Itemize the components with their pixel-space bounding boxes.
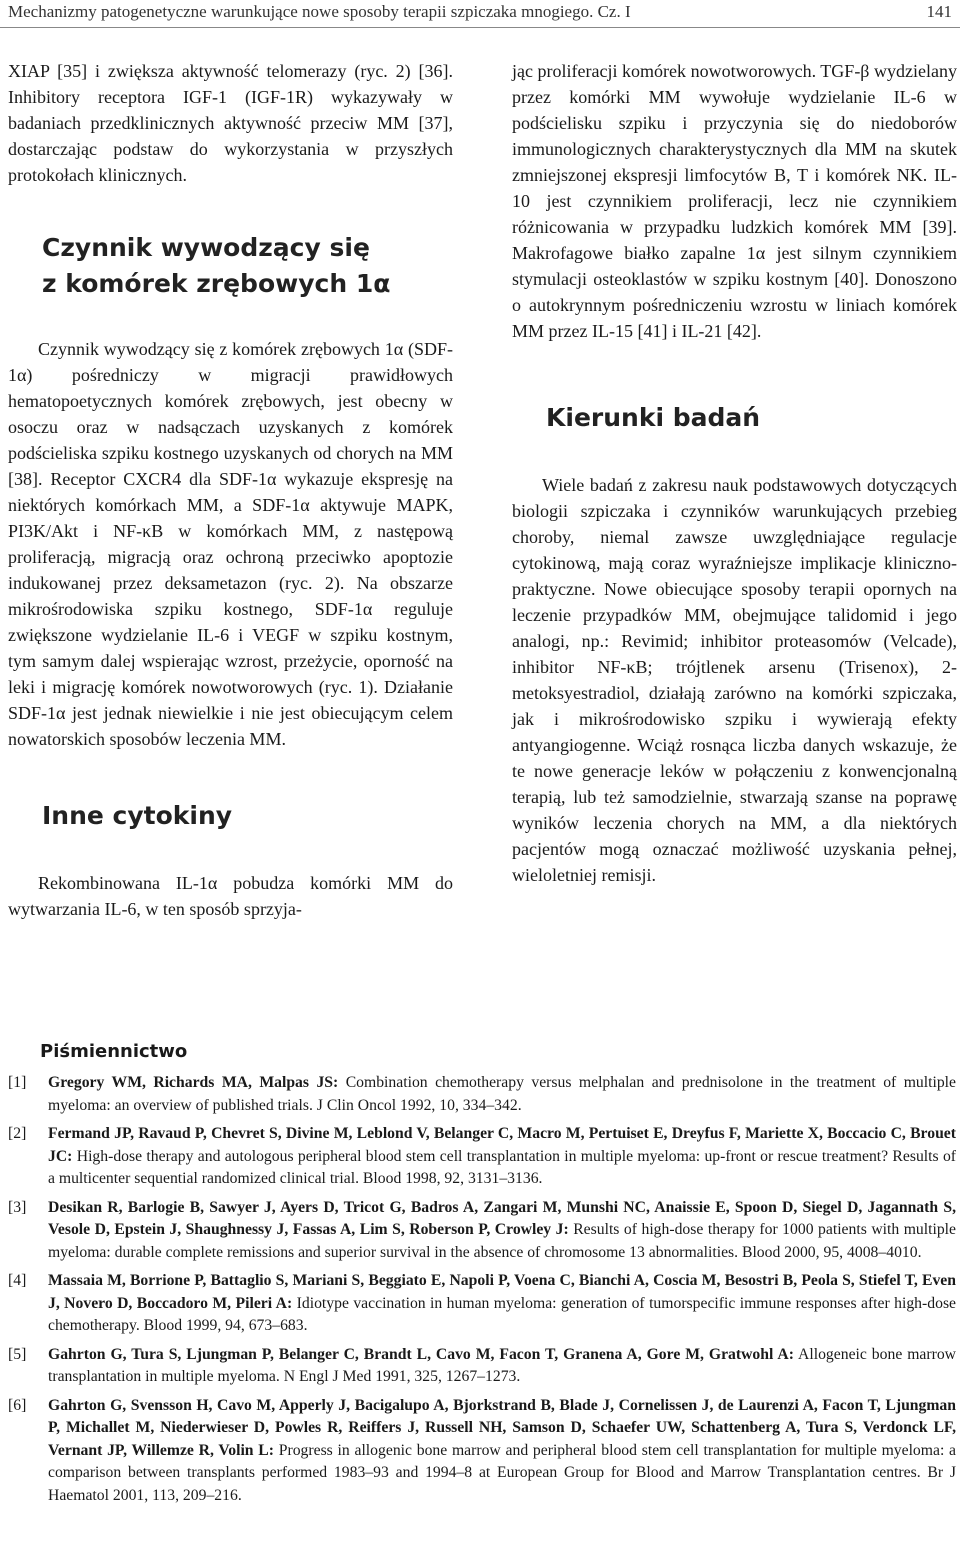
reference-text: Allogeneic bone marrow transplantation in multiple myeloma. N Engl J Med 1991, 325, 1267–1273. <box>48 1345 957 1385</box>
references-section <box>8 1040 956 1513</box>
reference-item <box>8 1395 956 1508</box>
section-heading-inne-cytokiny: Inne cytokiny <box>42 801 233 830</box>
reference-number: [1] <box>8 1074 27 1091</box>
reference-authors: Gahrton G, Tura S, Ljungman P, Belanger C, Brandt L, Cavo M, Facon T, Granena A, Gore M, Gratwohl A: <box>48 1345 794 1363</box>
reference-authors: Gregory WM, Richards MA, Malpas JS: <box>48 1074 339 1091</box>
reference-text: Combination chemotherapy versus melphalan and prednisolone in the treatment of multiple myeloma: an overview of published trials. J Clin Oncol 1992, 10, 334–342. <box>48 1074 957 1114</box>
reference-text: High-dose therapy and autologous peripheral blood stem cell transplantation in multiple myeloma: up-front or rescue treatment? Results of a multicenter sequential randomized clinical trial. Blood 1998, 92, 3131–3136. <box>48 1147 957 1187</box>
paragraph-kierunki: Wiele badań z zakresu nauk podstawowych dotyczących biologii szpiczaka i czynników warunkujących przebieg choroby, niemal zawsze uwzględniające regulacje cytokinową, mają coraz wyraźniejsze implikacje kliniczno-praktyczne. Nowe obiecujące sposoby terapii opornych na leczenie przypadków MM, obejmujące talidomid i jego analogi, np.: Revimid; inhibitor proteasomów (Velcade), inhibitor NF-κB; trójtlenek arsenu (Trisenox), 2-metoksyestradiol, działają zarówno na komórki szpiczaka, jak i mikrośrodowisko szpiku i wywierają efekty antyangiogenne. Wciąż rosnąca liczba danych wskazuje, że te nowe generacje leków w połączeniu z konwencjonalną terapią, lub też samodzielnie, stwarzają szanse na poprawę wyników leczenia chorych na MM, a dla niektórych pacjentów mogą oznaczać możliwość uzyskania pełnej, wieloletniej remisji. <box>512 475 957 885</box>
reference-number: [5] <box>8 1345 27 1363</box>
reference-number: [3] <box>8 1198 27 1216</box>
reference-authors: Massaia M, Borrione P, Battaglio S, Mariani S, Beggiato E, Napoli P, Voena C, Bianchi A, Coscia M, Besostri B, Peola S, Stiefel T, Even J, Novero D, Boccadoro M, Pileri A: <box>48 1272 956 1312</box>
reference-authors: Gahrton G, Svensson H, Cavo M, Apperly J, Bacigalupo A, Bjorkstrand B, Blade J, Cornelissen J, de Laurenzi A, Facon T, Ljungman P, Michallet M, Niederwieser D, Powles R, Reiffers J, Russell NH, Samson D, Schaefer UW, Schattenberg A, Tura S, Verdonck LF, Vernant JP, Willemze R, Volin L: <box>48 1396 956 1459</box>
page-number: 141 <box>926 2 952 21</box>
paragraph-inne-continued: jąc proliferacji komórek nowotworowych. TGF-β wydzielany przez komórki MM wywołuje wydzielanie IL-6 w podścielisku szpiku i przyczynia się do niedoborów immunologicznych charakterystycznych dla MM na skutek zmniejszonej ekspresji limfocytów B, T i komórek NK. IL-10 jest czynnikiem proliferacji, lecz nie czynnikiem różnicowania w przypadku ludzkich komórek MM [39]. Makrofagowe białko zapalne 1α jest silnym czynnikiem stymulacji osteoklastów w szpiku kostnym [40]. Donoszono o autokrynnym pośredniczeniu wzrostu w liniach komórek MM przez IL-15 [41] i IL-21 [42]. <box>512 61 957 341</box>
section-heading-kierunki: Kierunki badań <box>546 403 761 432</box>
reference-item <box>8 1344 956 1389</box>
running-title: Mechanizmy patogenetyczne warunkujące nowe sposoby terapii szpiczaka mnogiego. Cz. I <box>8 2 631 21</box>
left-column <box>8 58 453 922</box>
section-heading-sdf1 <box>8 230 453 302</box>
section-heading-sdf1-line2: z komórek zrębowych 1α <box>42 269 391 298</box>
section-heading-sdf1-line1: Czynnik wywodzący się <box>42 233 370 262</box>
reference-item <box>8 1072 956 1117</box>
running-header <box>0 0 960 22</box>
reference-text: Idiotype vaccination in human myeloma: generation of tumorspecific immune responses after high-dose chemotherapy. Blood 1999, 94, 673–683. <box>48 1294 957 1334</box>
reference-authors: Fermand JP, Ravaud P, Chevret S, Divine M, Leblond V, Belanger C, Macro M, Pertuiset E, Dreyfus F, Mariette X, Boccacio C, Brouet JC: <box>48 1125 956 1165</box>
reference-item <box>8 1123 956 1191</box>
header-rule <box>0 27 960 28</box>
reference-number: [4] <box>8 1272 27 1289</box>
references-heading: Piśmiennictwo <box>40 1041 188 1062</box>
reference-item <box>8 1270 956 1338</box>
paragraph-igf: XIAP [35] i zwiększa aktywność telomerazy (ryc. 2) [36]. Inhibitory receptora IGF-1 (IGF-1R) wykazywały w badaniach przedklinicznych aktywność przeciw MM [37], dostarczając podstaw do wykorzystania w przyszłych protokołach klinicznych. <box>8 61 453 185</box>
reference-number: [2] <box>8 1125 27 1142</box>
reference-text: Progress in allogenic bone marrow and peripheral blood stem cell transplantation for multiple myeloma: a comparison between transplants performed 1983–93 and 1994–8 at European Group for Blood and Marrow Transplantation centres. Br J Haematol 2001, 113, 209–216. <box>48 1441 957 1504</box>
paragraph-inne-start: Rekombinowana IL-1α pobudza komórki MM do wytwarzania IL-6, w ten sposób sprzyja- <box>8 873 453 919</box>
reference-text: Results of high-dose therapy for 1000 patients with multiple myeloma: durable complete remissions and superior survival in the absence of chromosome 13 abnormalities. Blood 2000, 95, 4008–4010. <box>48 1221 956 1261</box>
paragraph-sdf1: Czynnik wywodzący się z komórek zrębowych 1α (SDF-1α) pośredniczy w migracji prawidłowych hematopoetycznych komórek zrębowych, jest obecny w osoczu oraz w nadsączach uzyskanych z komórek podścieliska szpiku kostnego uzyskanych od chorych na MM [38]. Receptor CXCR4 dla SDF-1α wykazuje ekspresję na niektórych komórkach MM, a SDF-1α aktywuje MAPK, PI3K/Akt i NF-κB w komórkach MM, z następową proliferacją, migracją oraz ochroną przeciwko apoptozie indukowanej przez deksametazon (ryc. 2). Na obszarze mikrośrodowiska szpiku kostnego, SDF-1α reguluje zwiększone wydzielanie IL-6 i VEGF w szpiku kostnym, tym samym dalej wspierając wzrost, przeżycie, oporność na leki i migrację komórek nowotworowych (ryc. 1). Działanie SDF-1α jest jednak niewielkie i nie jest obiecującym celem nowatorskich sposobów leczenia MM. <box>8 339 453 749</box>
reference-number: [6] <box>8 1396 27 1414</box>
right-column <box>512 58 957 888</box>
reference-authors: Desikan R, Barlogie B, Sawyer J, Ayers D, Tricot G, Badros A, Zangari M, Munshi NC, Anaissie E, Spoon D, Siegel D, Jagannath S, Vesole D, Epstein J, Shaughnessy J, Fassas A, Lim S, Roberson P, Crowley J: <box>48 1198 956 1238</box>
reference-item <box>8 1197 956 1265</box>
